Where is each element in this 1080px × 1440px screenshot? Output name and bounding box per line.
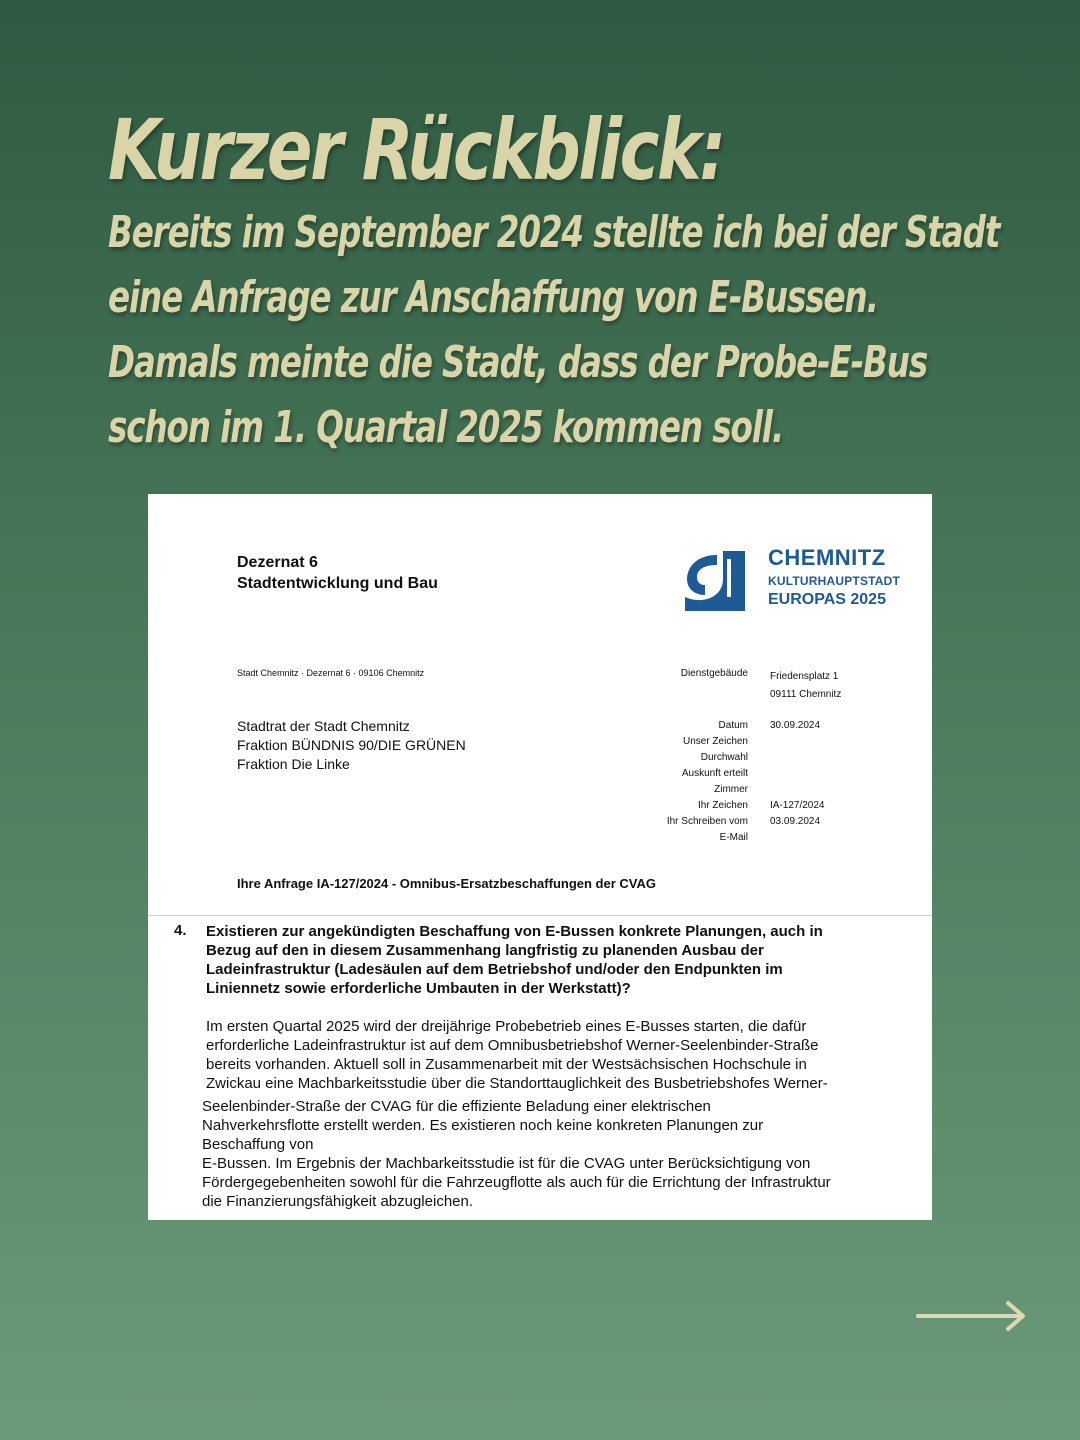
dezernat-name: Stadtentwicklung und Bau (237, 575, 438, 592)
meta-label: Auskunft erteilt (681, 768, 748, 779)
answer-line: Im ersten Quartal 2025 wird der dreijährige Probebetrieb eines E-Busses starten, die dafür (206, 1018, 807, 1035)
meta-label: Datum (718, 720, 748, 731)
dienstgebaeude-label: Dienstgebäude (680, 668, 748, 679)
question-number: 4. (174, 922, 187, 939)
document-scan (148, 494, 932, 1220)
answer-line: Zwickau eine Machbarkeitsstudie über die Standorttauglichkeit des Busbetriebshofes Werner- (206, 1075, 828, 1092)
meta-label: Durchwahl (700, 752, 748, 763)
arrow-right-icon[interactable] (916, 1300, 1028, 1332)
meta-label: Zimmer (714, 784, 748, 795)
dezernat-heading (237, 552, 438, 594)
question-line: Bezug auf den in diesem Zusammenhang langfristig zu planenden Ausbau der (206, 942, 764, 959)
answer-line: Nahverkehrsflotte erstellt werden. Es existieren noch keine konkreten Planungen zur (202, 1117, 764, 1134)
question-line: Ladeinfrastruktur (Ladesäulen auf dem Betriebshof und/oder den Endpunkten im (206, 961, 783, 978)
meta-value: IA-127/2024 (770, 800, 825, 811)
answer-line: die Finanzierungsfähigkeit abzugleichen. (202, 1193, 474, 1210)
dezernat-number: Dezernat 6 (237, 554, 318, 571)
answer-line: erforderliche Ladeinfrastruktur ist auf dem Omnibusbetriebshof Werner-Seelenbinder-Straße (206, 1037, 819, 1054)
answer-paragraph-continued (202, 1097, 912, 1211)
recipient-line: Stadtrat der Stadt Chemnitz (237, 718, 410, 734)
answer-line: Fördergegebenheiten sowohl für die Fahrzeugflotte als auch für die Errichtung der Infrastruktur (202, 1174, 831, 1191)
meta-value: 03.09.2024 (770, 816, 821, 827)
answer-line: Seelenbinder-Straße der CVAG für die effiziente Beladung einer elektrischen (202, 1098, 711, 1115)
meta-value-empty (770, 782, 825, 798)
letter-subject: Ihre Anfrage IA-127/2024 - Omnibus-Ersatzbeschaffungen der CVAG (237, 876, 656, 891)
chemnitz-c-logo-icon (683, 549, 747, 613)
headline-line: Bereits im September 2024 stellte ich bei der Stadt (108, 207, 1000, 258)
dienstgebaeude-address (770, 668, 841, 704)
logo-city: CHEMNITZ (768, 545, 886, 570)
question-line: Liniennetz sowie erforderliche Umbauten in der Werkstatt)? (206, 980, 631, 997)
answer-line: E-Bussen. Im Ergebnis der Machbarkeitsstudie ist für die CVAG unter Berücksichtigung von (202, 1155, 811, 1172)
logo-year: EUROPAS 2025 (768, 591, 886, 608)
headline-line: Damals meinte die Stadt, dass der Probe-E-Bus (108, 337, 928, 388)
divider (148, 915, 932, 916)
headline (108, 100, 1008, 460)
question-text (206, 922, 896, 998)
sender-line: Stadt Chemnitz · Dezernat 6 · 09106 Chemnitz (237, 668, 425, 678)
logo-sub: KULTURHAUPTSTADT (768, 574, 901, 588)
headline-line: eine Anfrage zur Anschaffung von E-Bussen. (108, 272, 878, 323)
recipient-line: Fraktion Die Linke (237, 756, 350, 772)
recipient-line: Fraktion BÜNDNIS 90/DIE GRÜNEN (237, 737, 466, 753)
question-line: Existieren zur angekündigten Beschaffung von E-Bussen konkrete Planungen, auch in (206, 923, 823, 940)
recipient-block (237, 717, 466, 774)
meta-label: E-Mail (719, 832, 748, 843)
answer-line: bereits vorhanden. Aktuell soll in Zusammenarbeit mit der Westsächsischen Hochschule in (206, 1056, 807, 1073)
meta-label: Unser Zeichen (682, 736, 748, 747)
chemnitz-logo-text (768, 547, 900, 608)
meta-labels (618, 718, 748, 846)
address-line: 09111 Chemnitz (770, 689, 842, 700)
headline-line: schon im 1. Quartal 2025 kommen soll. (108, 402, 784, 453)
meta-label: Ihr Zeichen (697, 800, 748, 811)
meta-value-empty (770, 734, 825, 750)
meta-value-empty (770, 766, 825, 782)
answer-line: Beschaffung von (202, 1136, 314, 1153)
meta-values (770, 718, 825, 830)
meta-value: 30.09.2024 (770, 720, 821, 731)
meta-value-empty (770, 750, 825, 766)
answer-paragraph (206, 1017, 906, 1093)
address-line: Friedensplatz 1 (770, 671, 839, 682)
headline-title: Kurzer Rückblick: (108, 101, 724, 199)
meta-label: Ihr Schreiben vom (666, 816, 748, 827)
